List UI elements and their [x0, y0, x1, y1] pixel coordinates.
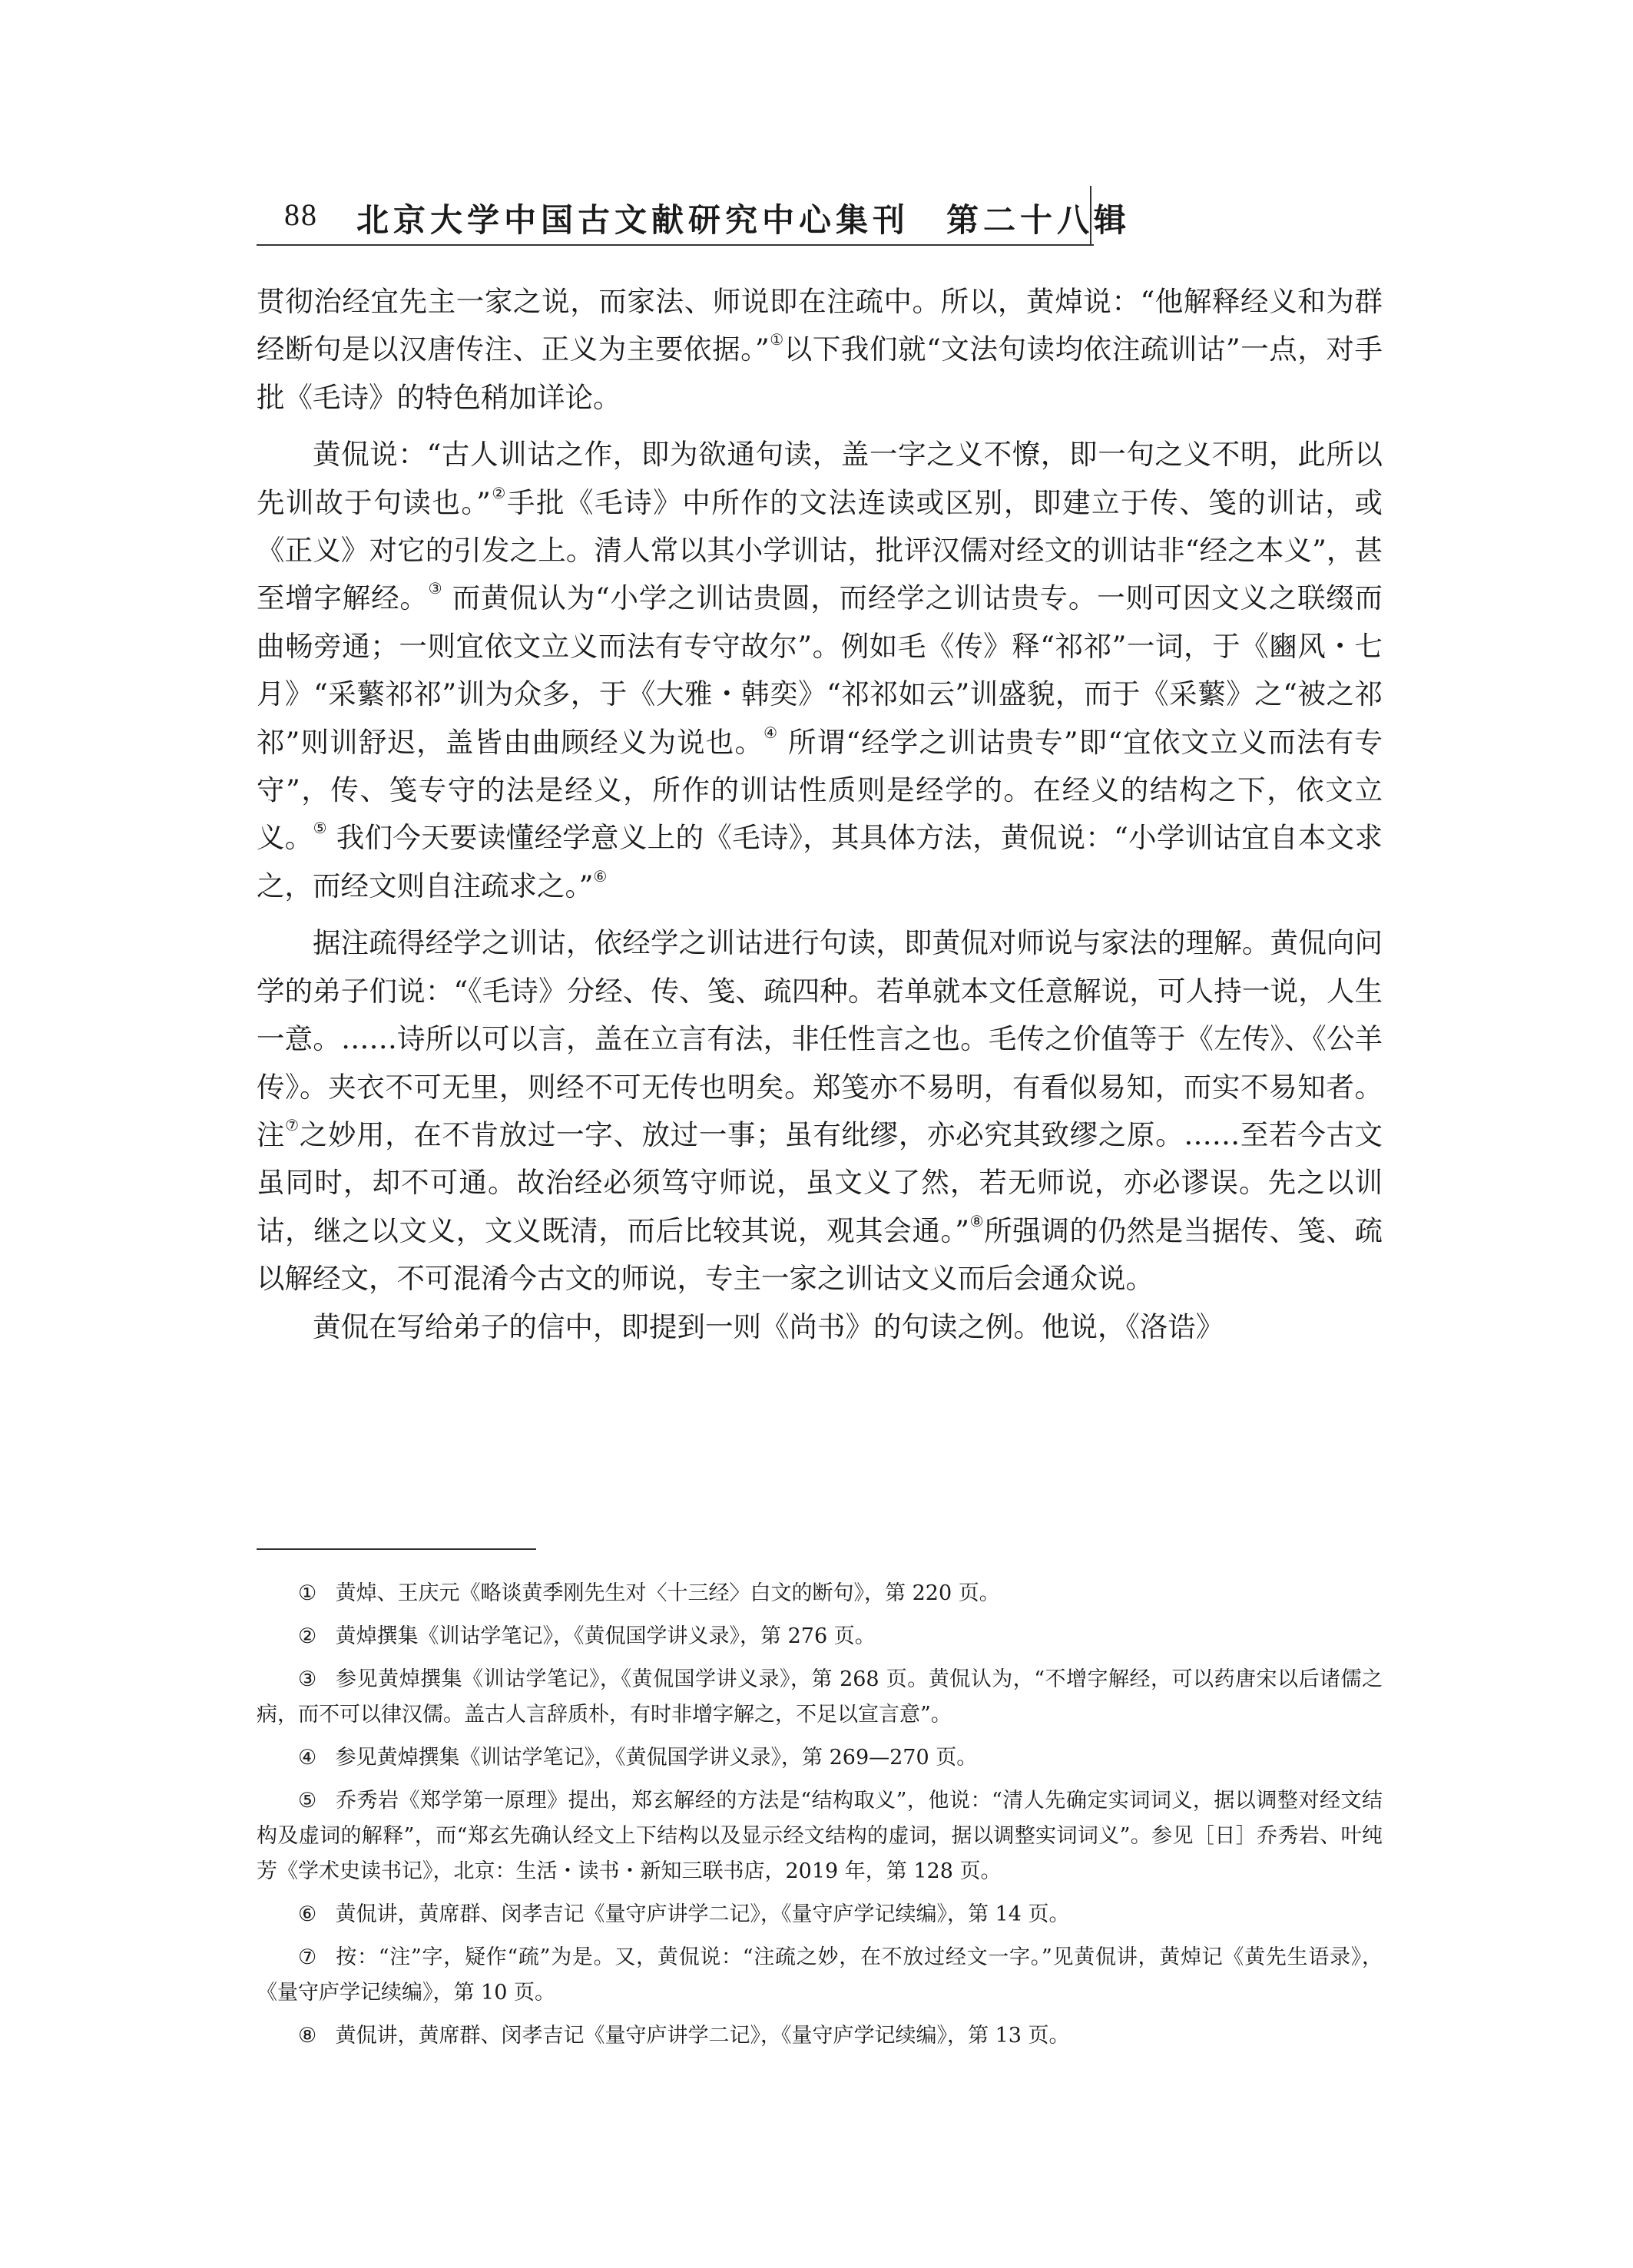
footnote-text: 参见黄焯撰集《训诂学笔记》，《黄侃国学讲义录》，第 269—270 页。	[335, 1746, 978, 1770]
footnote	[257, 1619, 1383, 1654]
paragraph	[257, 431, 1383, 910]
footnote-ref[interactable]: ⑦	[285, 1115, 300, 1134]
paragraph	[257, 919, 1383, 1303]
header-vertical-rule	[1090, 186, 1091, 244]
footnote-ref[interactable]: ②	[490, 483, 507, 502]
footnote-separator	[257, 1548, 536, 1550]
footnote-mark: ⑧	[298, 2024, 317, 2048]
footnote	[257, 1940, 1383, 2011]
footnote-text: 乔秀岩《郑学第一原理》提出，郑玄解经的方法是“结构取义”，他说：“清人先确定实词词义，据以调整对经文结构及虚词的解释”，而“郑玄先确认经文上下结构以及显示经文结构的虚词，据以调整实词词义”。参见［日］乔秀岩、叶纯芳《学术史读书记》，北京：生活・读书・新知三联书店，2019 年，第 128 页。	[257, 1789, 1383, 1883]
paragraph	[257, 278, 1383, 422]
footnote	[257, 1897, 1383, 1932]
footnote	[257, 1662, 1383, 1733]
footnote-text: 黄焯、王庆元《略谈黄季刚先生对〈十三经〉白文的断句》，第 220 页。	[335, 1581, 1000, 1605]
footnote-ref[interactable]: ④	[764, 723, 779, 742]
header-rule	[257, 244, 1094, 246]
footnote-ref[interactable]: ⑧	[969, 1211, 985, 1230]
footnote-mark: ①	[298, 1581, 317, 1605]
footnote	[257, 1576, 1383, 1611]
paragraph-text: 黄侃在写给弟子的信中，即提到一则《尚书》的句读之例。他说，《洛诰》	[313, 1309, 1224, 1343]
paragraph-text: 手批《毛诗》中所作的文法连读或区别，即建立于传、笺的训诂，或《正义》对它的引发之上。清人常以其小学训诂，批评汉儒对经文的训诂非“经之本义”，甚至增字解经。	[257, 485, 1383, 615]
footnote-ref[interactable]: ⑤	[313, 819, 327, 838]
footnote-mark: ⑤	[298, 1789, 317, 1813]
page-number: 88	[284, 197, 318, 232]
footnote	[257, 2018, 1383, 2054]
footnote-text: 黄侃讲，黄席群、闵孝吉记《量守庐讲学二记》，《量守庐学记续编》，第 13 页。	[335, 2024, 1070, 2048]
footnotes	[257, 1576, 1383, 2061]
journal-title: 北京大学中国古文献研究中心集刊 第二十八辑	[356, 201, 1131, 239]
body-text	[257, 278, 1383, 1351]
footnote-mark: ④	[298, 1746, 317, 1770]
footnote-text: 黄侃讲，黄席群、闵孝吉记《量守庐讲学二记》，《量守庐学记续编》，第 14 页。	[335, 1902, 1070, 1926]
paragraph-text: 以下我们就“文法句读均依注疏训诂”一点，对手批《毛诗》的特色稍加详论。	[257, 333, 1383, 414]
footnote-ref[interactable]: ⑥	[593, 866, 608, 886]
paragraph-text: 我们今天要读懂经学意义上的《毛诗》，其具体方法，黄侃说：“小学训诂宜自本文求之，而经文则自注疏求之。”	[257, 821, 1383, 902]
footnote	[257, 1740, 1383, 1776]
running-header	[257, 195, 1131, 244]
paragraph-text: 而黄侃认为“小学之训诂贵圆，而经学之训诂贵专。一则可因文义之联缀而曲畅旁通；一则宜依文立义而法有专守故尔”。例如毛《传》释“祁祁”一词，于《豳风・七月》“采蘩祁祁”训为众多，于《大雅・韩奕》“祁祁如云”训盛貌，而于《采蘩》之“被之祁祁”则训舒迟，盖皆由曲顾经义为说也。	[257, 581, 1383, 759]
footnote-mark: ⑥	[298, 1902, 317, 1926]
paragraph-text: 据注疏得经学之训诂，依经学之训诂进行句读，即黄侃对师说与家法的理解。黄侃向问学的弟子们说：“《毛诗》分经、传、笺、疏四种。若单就本文任意解说，可人持一说，人生一意。……诗所以可以言，盖在立言有法，非任性言之也。毛传之价值等于《左传》、《公羊传》。夹衣不可无里，则经不可无传也明矣。郑笺亦不易明，有看似易知，而实不易知者。注	[257, 926, 1383, 1151]
footnote-mark: ②	[298, 1624, 317, 1648]
footnote	[257, 1783, 1383, 1889]
footnote-ref[interactable]: ①	[769, 330, 784, 349]
paragraph-text: 之妙用，在不肯放过一字、放过一事；虽有纰缪，亦必究其致缪之原。……至若今古文虽同时，却不可通。故治经必须笃守师说，虽文义了然，若无师说，亦必谬误。先之以训诂，继之以文义，文义既清，而后比较其说，观其会通。”	[257, 1117, 1383, 1247]
footnote-ref[interactable]: ③	[428, 579, 443, 598]
paragraph-text: 黄侃说：“古人训诂之作，即为欲通句读，盖一字之义不憭，即一句之义不明，此所以先训故于句读也。”	[257, 438, 1383, 519]
paragraph-text: 贯彻治经宜先主一家之说，而家法、师说即在注疏中。所以，黄焯说：“他解释经义和为群经断句是以汉唐传注、正义为主要依据。”	[257, 285, 1383, 366]
paragraph	[257, 1303, 1383, 1351]
paragraph-text: 所强调的仍然是当据传、笺、疏以解经文，不可混淆今古文的师说，专主一家之训诂文义而后会通众说。	[257, 1213, 1383, 1296]
footnote-text: 参见黄焯撰集《训诂学笔记》，《黄侃国学讲义录》，第 268 页。黄侃认为，“不增字解经，可以药唐宋以后诸儒之病，而不可以律汉儒。盖古人言辞质朴，有时非增字解之，不足以宣言意”。	[257, 1667, 1383, 1727]
footnote-mark: ③	[298, 1667, 317, 1691]
paragraph-text: 所谓“经学之训诂贵专”即“宜依文立义而法有专守”，传、笺专守的法是经义，所作的训诂性质则是经学的。在经义的结构之下，依文立义。	[257, 725, 1383, 855]
footnote-text: 按：“注”字，疑作“疏”为是。又，黄侃说：“注疏之妙，在不放过经文一字。”见黄侃讲，黄焯记《黄先生语录》，《量守庐学记续编》，第 10 页。	[257, 1945, 1383, 2005]
footnote-mark: ⑦	[298, 1945, 317, 1969]
footnote-text: 黄焯撰集《训诂学笔记》，《黄侃国学讲义录》，第 276 页。	[335, 1624, 876, 1648]
